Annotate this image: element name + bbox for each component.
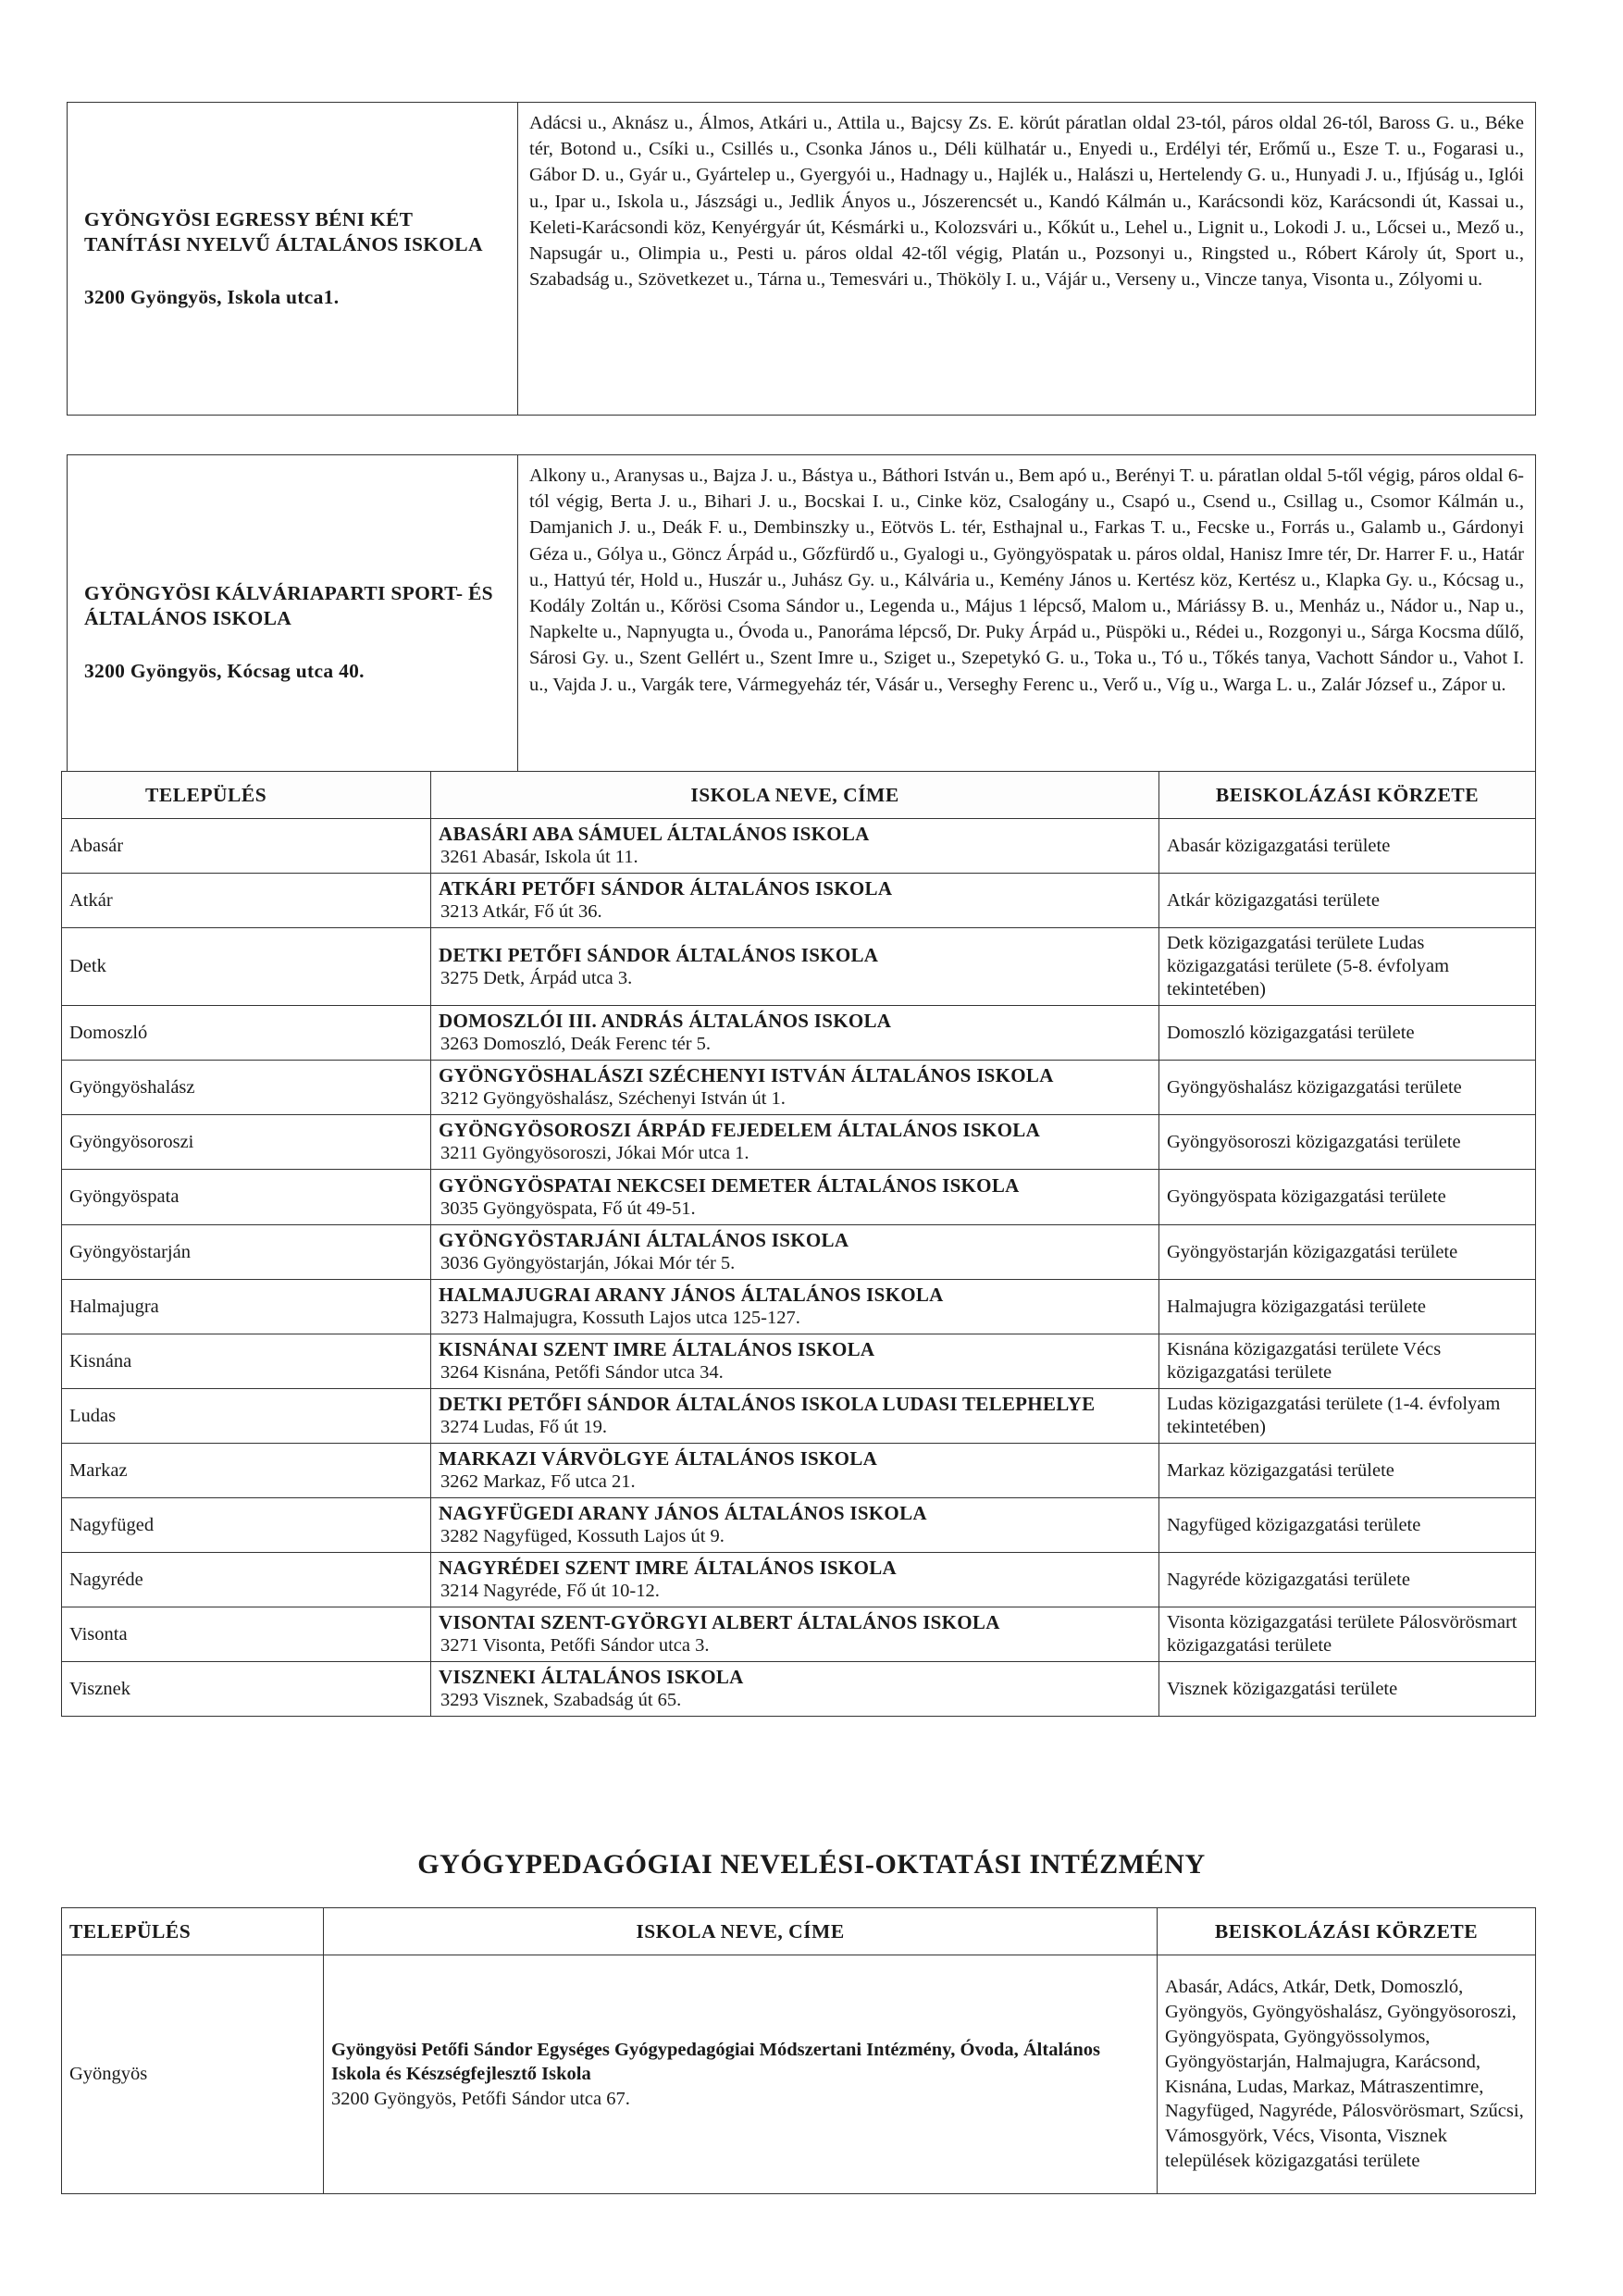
school-name: ATKÁRI PETŐFI SÁNDOR ÁLTALÁNOS ISKOLA bbox=[439, 877, 893, 900]
row-separator bbox=[68, 416, 1536, 455]
school-address: 3036 Gyöngyöstarján, Jókai Mór tér 5. bbox=[440, 1253, 736, 1273]
school-cell bbox=[431, 1225, 1159, 1280]
school-address: 3214 Nagyréde, Fő út 10-12. bbox=[440, 1581, 660, 1601]
school-address: 3200 Gyöngyös, Petőfi Sándor utca 67. bbox=[331, 2088, 630, 2109]
school-cell bbox=[431, 1280, 1159, 1334]
streets-list: Alkony u., Aranysas u., Bajza J. u., Bástya u., Báthori István u., Bem apó u., Berényi T. u. páratlan oldal 5-től végig, páros oldal 6-tól végig, Berta J. u., Bihari J. u., Bocskai I. u., Cinke köz, Csalogány u., Csapó u., Csend u., Csillag u., Csomor Kálmán u., Damjanich J. u., Deák F. u., Dembinszky u., Eötvös L. tér, Esthajnal u., Farkas T. u., Fecske u., Forrás u., Galamb u., Gárdonyi Géza u., Gólya u., Göncz Árpád u., Gőzfürdő u., Gyalogi u., Gyöngyöspatak u. páros oldal, Hanisz Imre tér, Dr. Harrer F. u., Határ u., Hattyú tér, Hold u., Huszár u., Juhász Gy. u., Kálvária u., Kemény János u. Kertész köz, Kertész u., Klapka Gy. u., Kócsag u., Kodály Zoltán u., Kőrösi Csoma Sándor u., Legenda u., Május 1 lépcső, Malom u., Máriássy B. u., Menház u., Nádor u., Nap u., Napkelte u., Napnyugta u., Óvoda u., Panoráma lépcső, Dr. Puky Árpád u., Püspöki u., Rédei u., Rozgonyi u., Sárga Kocsma dűlő, Sárosi Gy. u., Szent Gellért u., Szent Imre u., Sziget u., Szepetykó G. u., Toka u., Tó u., Tőkés tanya, Vachott Sándor u., Vahot I. u., Vajda J. u., Vargák tere, Vármegyeház tér, Vásár u., Verseghy Ferenc u., Verő u., Víg u., Warga L. u., Zalár József u., Zápor u. bbox=[518, 455, 1536, 810]
district-cell: Gyöngyösoroszi közigazgatási területe bbox=[1159, 1115, 1536, 1170]
district-cell: Gyöngyöshalász közigazgatási területe bbox=[1159, 1061, 1536, 1115]
school-cell bbox=[431, 1444, 1159, 1498]
school-cell bbox=[431, 1061, 1159, 1115]
table-row bbox=[62, 874, 1536, 928]
school-name: ABASÁRI ABA SÁMUEL ÁLTALÁNOS ISKOLA bbox=[439, 823, 870, 845]
school-name: GYÖNGYÖSTARJÁNI ÁLTALÁNOS ISKOLA bbox=[439, 1229, 849, 1251]
column-header-town: TELEPÜLÉS bbox=[62, 772, 431, 819]
table-row bbox=[62, 1389, 1536, 1444]
table-row bbox=[62, 1662, 1536, 1717]
district-cell: Gyöngyöspata közigazgatási területe bbox=[1159, 1170, 1536, 1225]
school-name: KISNÁNAI SZENT IMRE ÁLTALÁNOS ISKOLA bbox=[439, 1338, 875, 1360]
school-cell bbox=[431, 1170, 1159, 1225]
school-cell bbox=[431, 1553, 1159, 1607]
school-name: VISZNEKI ÁLTALÁNOS ISKOLA bbox=[439, 1666, 744, 1688]
school-name: GYÖNGYÖSI KÁLVÁRIAPARTI SPORT- ÉS ÁLTALÁNOS ISKOLA bbox=[84, 581, 493, 629]
school-cell bbox=[431, 928, 1159, 1006]
school-address: 3213 Atkár, Fő út 36. bbox=[440, 901, 602, 922]
school-cell bbox=[431, 1334, 1159, 1389]
town-cell: Gyöngyös bbox=[62, 1955, 324, 2194]
district-cell: Nagyfüged közigazgatási területe bbox=[1159, 1498, 1536, 1553]
district-cell: Atkár közigazgatási területe bbox=[1159, 874, 1536, 928]
school-name: GYÖNGYÖSPATAI NEKCSEI DEMETER ÁLTALÁNOS ISKOLA bbox=[439, 1173, 1020, 1197]
table-row bbox=[62, 1444, 1536, 1498]
table-row bbox=[62, 1170, 1536, 1225]
table-row bbox=[68, 103, 1536, 416]
district-cell: Abasár, Adács, Atkár, Detk, Domoszló, Gyöngyös, Gyöngyöshalász, Gyöngyösoroszi, Gyöngyöspata, Gyöngyössolymos, Gyöngyöstarján, Halmajugra, Karácsond, Kisnána, Ludas, Markaz, Mátraszentimre, Nagyfüged, Nagyréde, Pálosvörösmart, Szűcsi, Vámosgyörk, Vécs, Visonta, Visznek települések közigazgatási területe bbox=[1158, 1955, 1536, 2194]
district-streets-table bbox=[67, 102, 1536, 810]
table-row bbox=[62, 819, 1536, 874]
school-name: DETKI PETŐFI SÁNDOR ÁLTALÁNOS ISKOLA bbox=[439, 943, 879, 966]
table-row bbox=[62, 1498, 1536, 1553]
town-cell: Nagyréde bbox=[62, 1553, 431, 1607]
school-address: 3211 Gyöngyösoroszi, Jókai Mór utca 1. bbox=[440, 1143, 750, 1163]
town-cell: Visznek bbox=[62, 1662, 431, 1717]
school-cell bbox=[431, 1662, 1159, 1717]
school-address: 3273 Halmajugra, Kossuth Lajos utca 125-127. bbox=[440, 1308, 800, 1328]
school-address: 3200 Gyöngyös, Kócsag utca 40. bbox=[84, 659, 365, 682]
school-name: VISONTAI SZENT-GYÖRGYI ALBERT ÁLTALÁNOS ISKOLA bbox=[439, 1611, 1000, 1633]
table-row bbox=[62, 1115, 1536, 1170]
school-name: DETKI PETŐFI SÁNDOR ÁLTALÁNOS ISKOLA LUDASI TELEPHELYE bbox=[439, 1393, 1096, 1415]
district-cell: Nagyréde közigazgatási területe bbox=[1159, 1553, 1536, 1607]
school-address: 3282 Nagyfüged, Kossuth Lajos út 9. bbox=[440, 1526, 725, 1546]
district-cell: Kisnána közigazgatási területe Vécs közigazgatási területe bbox=[1159, 1334, 1536, 1389]
school-address: 3262 Markaz, Fő utca 21. bbox=[440, 1471, 636, 1492]
school-address: 3271 Visonta, Petőfi Sándor utca 3. bbox=[440, 1635, 710, 1656]
table-row bbox=[62, 1225, 1536, 1280]
table-row bbox=[62, 1061, 1536, 1115]
streets-list: Adácsi u., Aknász u., Álmos, Atkári u., Attila u., Bajcsy Zs. E. körút páratlan oldal 23-tól, páros oldal 26-tól, Baross G. u., Béke tér, Botond u., Csíki u., Csillés u., Csonka János u., Déli külhatár u., Enyedi u., Erdélyi tér, Erőmű u., Esze T. u., Fogarasi u., Gábor D. u., Gyár u., Gyártelep u., Gyergyói u., Hadnagy u., Hajlék u., Halászi u, Hertelendy G. u., Hunyadi J. u., Ifjúság u., Iglói u., Ipar u., Iskola u., Jászsági u., Jedlik Ányos u., Jószerencsét u., Kandó Kálmán u., Karácsondi köz, Karácsondi út, Kassai u., Keleti-Karácsondi köz, Kenyérgyár út, Késmárki u., Kolozsvári u., Kőkút u., Lehel u., Lignit u., Lokodi J. u., Lőcsei u., Mező u., Napsugár u., Olimpia u., Pesti u. páros oldal 42-től végig, Platán u., Pozsonyi u., Ringsted u., Róbert Károly út, Sport u., Szabadság u., Szövetkezet u., Tárna u., Temesvári u., Thököly I. u., Vájár u., Verseny u., Vincze tanya, Visonta u., Zólyomi u. bbox=[518, 103, 1536, 416]
district-cell: Abasár közigazgatási területe bbox=[1159, 819, 1536, 874]
school-name: NAGYRÉDEI SZENT IMRE ÁLTALÁNOS ISKOLA bbox=[439, 1557, 898, 1579]
school-name: GYÖNGYÖSI EGRESSY BÉNI KÉT TANÍTÁSI NYELVŰ ÁLTALÁNOS ISKOLA bbox=[84, 208, 483, 255]
table-row bbox=[62, 1955, 1536, 2194]
town-cell: Visonta bbox=[62, 1607, 431, 1662]
school-address: 3263 Domoszló, Deák Ferenc tér 5. bbox=[440, 1034, 712, 1054]
town-cell: Atkár bbox=[62, 874, 431, 928]
school-cell bbox=[431, 1006, 1159, 1061]
school-cell bbox=[68, 455, 518, 810]
school-name: HALMAJUGRAI ARANY JÁNOS ÁLTALÁNOS ISKOLA bbox=[439, 1284, 944, 1306]
town-cell: Gyöngyöstarján bbox=[62, 1225, 431, 1280]
section-heading: GYÓGYPEDAGÓGIAI NEVELÉSI-OKTATÁSI INTÉZMÉNY bbox=[417, 1849, 1206, 1880]
district-cell: Detk közigazgatási területe Ludas közigazgatási területe (5-8. évfolyam tekintetében) bbox=[1159, 928, 1536, 1006]
district-cell: Visonta közigazgatási területe Pálosvörösmart közigazgatási területe bbox=[1159, 1607, 1536, 1662]
schools-table bbox=[61, 771, 1536, 1717]
school-cell bbox=[431, 1389, 1159, 1444]
school-address: 3293 Visznek, Szabadság út 65. bbox=[440, 1690, 682, 1710]
school-address: 3275 Detk, Árpád utca 3. bbox=[440, 967, 633, 988]
column-header-town: TELEPÜLÉS bbox=[62, 1908, 324, 1955]
town-cell: Halmajugra bbox=[62, 1280, 431, 1334]
table-row bbox=[62, 928, 1536, 1006]
town-cell: Ludas bbox=[62, 1389, 431, 1444]
district-cell: Visznek közigazgatási területe bbox=[1159, 1662, 1536, 1717]
school-address: 3035 Gyöngyöspata, Fő út 49-51. bbox=[440, 1198, 696, 1219]
school-cell bbox=[324, 1955, 1158, 2194]
school-name: GYÖNGYÖSHALÁSZI SZÉCHENYI ISTVÁN ÁLTALÁNOS ISKOLA bbox=[439, 1064, 1054, 1086]
school-address: 3261 Abasár, Iskola út 11. bbox=[440, 847, 638, 867]
column-header-school: ISKOLA NEVE, CÍME bbox=[324, 1908, 1158, 1955]
school-cell bbox=[431, 1607, 1159, 1662]
table-row bbox=[62, 1607, 1536, 1662]
school-name: GYÖNGYÖSOROSZI ÁRPÁD FEJEDELEM ÁLTALÁNOS ISKOLA bbox=[439, 1119, 1041, 1141]
district-cell: Domoszló közigazgatási területe bbox=[1159, 1006, 1536, 1061]
town-cell: Gyöngyöshalász bbox=[62, 1061, 431, 1115]
district-cell: Markaz közigazgatási területe bbox=[1159, 1444, 1536, 1498]
district-cell: Gyöngyöstarján közigazgatási területe bbox=[1159, 1225, 1536, 1280]
table-row bbox=[62, 1553, 1536, 1607]
town-cell: Gyöngyösoroszi bbox=[62, 1115, 431, 1170]
special-school-table bbox=[61, 1907, 1536, 2194]
school-cell bbox=[431, 1115, 1159, 1170]
town-cell: Nagyfüged bbox=[62, 1498, 431, 1553]
town-cell: Domoszló bbox=[62, 1006, 431, 1061]
table-row bbox=[62, 1334, 1536, 1389]
schools-table-body bbox=[62, 819, 1536, 1717]
school-cell bbox=[68, 103, 518, 416]
school-name: NAGYFÜGEDI ARANY JÁNOS ÁLTALÁNOS ISKOLA bbox=[439, 1502, 927, 1524]
table-row bbox=[68, 455, 1536, 810]
school-address: 3212 Gyöngyöshalász, Széchenyi István út 1. bbox=[440, 1088, 786, 1109]
column-header-school: ISKOLA NEVE, CÍME bbox=[431, 772, 1159, 819]
table-header-row bbox=[62, 1908, 1536, 1955]
town-cell: Gyöngyöspata bbox=[62, 1170, 431, 1225]
school-cell bbox=[431, 819, 1159, 874]
table-row bbox=[62, 1006, 1536, 1061]
town-cell: Kisnána bbox=[62, 1334, 431, 1389]
district-cell: Ludas közigazgatási területe (1-4. évfolyam tekintetében) bbox=[1159, 1389, 1536, 1444]
table-row bbox=[62, 1280, 1536, 1334]
school-address: 3264 Kisnána, Petőfi Sándor utca 34. bbox=[440, 1362, 724, 1383]
school-cell bbox=[431, 1498, 1159, 1553]
school-address: 3200 Gyöngyös, Iskola utca1. bbox=[84, 286, 340, 308]
town-cell: Abasár bbox=[62, 819, 431, 874]
district-cell: Halmajugra közigazgatási területe bbox=[1159, 1280, 1536, 1334]
column-header-district: BEISKOLÁZÁSI KÖRZETE bbox=[1158, 1908, 1536, 1955]
town-cell: Detk bbox=[62, 928, 431, 1006]
table-header-row bbox=[62, 772, 1536, 819]
school-cell bbox=[431, 874, 1159, 928]
town-cell: Markaz bbox=[62, 1444, 431, 1498]
column-header-district: BEISKOLÁZÁSI KÖRZETE bbox=[1159, 772, 1536, 819]
school-address: 3274 Ludas, Fő út 19. bbox=[440, 1417, 607, 1437]
school-name: MARKAZI VÁRVÖLGYE ÁLTALÁNOS ISKOLA bbox=[439, 1447, 878, 1470]
school-name: DOMOSZLÓI III. ANDRÁS ÁLTALÁNOS ISKOLA bbox=[439, 1010, 892, 1032]
school-name: Gyöngyösi Petőfi Sándor Egységes Gyógypedagógiai Módszertani Intézmény, Óvoda, Általános Iskola és Készségfejlesztő Iskola bbox=[331, 2039, 1101, 2085]
